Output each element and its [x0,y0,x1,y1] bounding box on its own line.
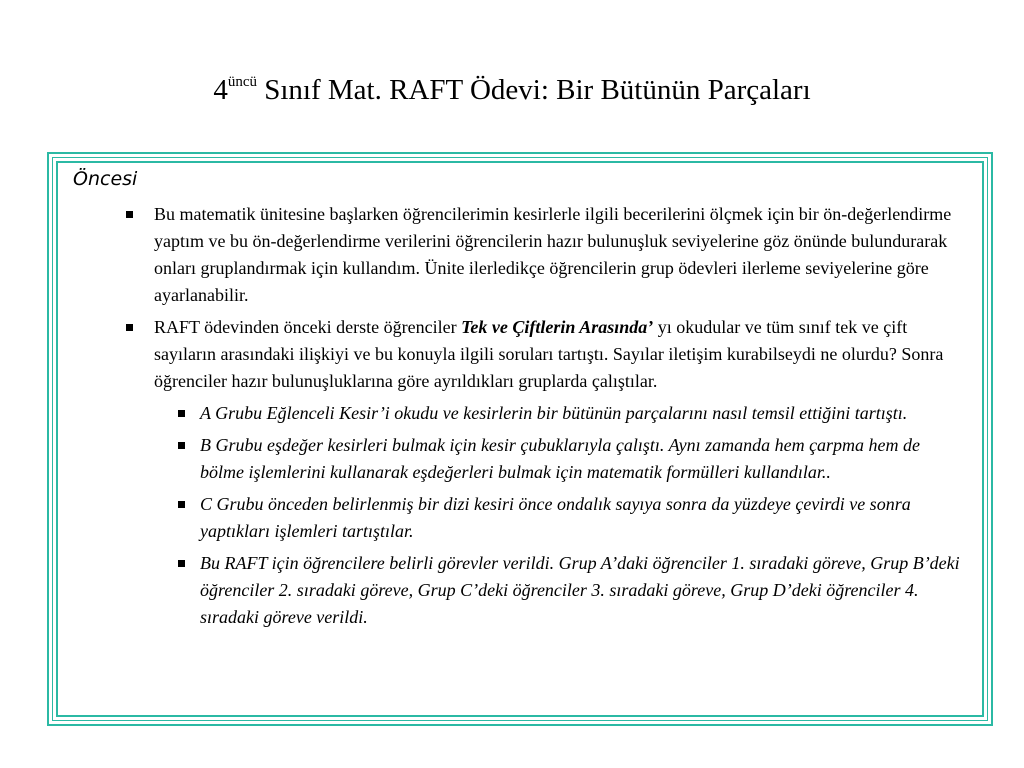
sub-bullet-text: Bu RAFT için öğrencilere belirli görevler verildi. Grup A’daki öğrenciler 1. sıradaki göreve, Grup B’deki öğrenciler 2. sıradaki göreve, Grup C’deki öğrenciler 3. sıradaki göreve, Grup D’deki öğrenciler 4. sıradaki göreve verildi. [200,553,960,627]
sub-bullet-item-group-a [58,400,982,427]
sub-bullet-item-tasks [58,550,982,631]
content-frame [47,152,993,726]
square-bullet-icon [126,324,133,331]
sub-bullet-item-group-c [58,491,982,545]
section-heading: Öncesi [73,168,138,190]
square-bullet-icon [178,442,185,449]
square-bullet-icon [126,211,133,218]
bullet-item-preassessment [58,201,982,309]
square-bullet-icon [178,410,185,417]
sub-bullet-item-group-b [58,432,982,486]
bullet-text-before: RAFT ödevinden önceki derste öğrenciler [154,317,462,337]
bullet-item-raft-lesson [58,314,982,395]
bullet-list [58,201,982,636]
title-prefix: 4 [213,74,228,106]
content-frame-middle-border [52,157,988,721]
book-title: Tek ve Çiftlerin Arasında’ [461,317,654,337]
bullet-text: Bu matematik ünitesine başlarken öğrencilerimin kesirlerle ilgili becerilerini ölçmek için bir ön-değerlendirme yaptım ve bu ön-değerlendirme verilerini öğrencilerin hazır bulunuşluk seviyelerine göz önünde bulundurarak onları gruplandırmak için kullandım. Ünite ilerledikçe öğrencilerin grup ödevleri ilerleme seviyelerine göre ayarlanabilir. [154,204,952,305]
bullet-text-after: yı okudular ve tüm sınıf tek ve çift sayıların arasındaki ilişkiyi ve bu konuyla ilgili soruları tartıştı. Sayılar iletişim kurabilseydi ne olurdu? Sonra öğrenciler hazır bulunuşluklarına göre ayrıldıkları gruplarda çalıştılar. [154,317,944,391]
title-superscript: üncü [227,74,257,90]
title-text: Sınıf Mat. RAFT Ödevi: Bir Bütünün Parçaları [257,74,811,106]
content-frame-inner-border [56,161,984,717]
sub-bullet-text: A Grubu Eğlenceli Kesir’i okudu ve kesirlerin bir bütünün parçalarını nasıl temsil ettiğini tartıştı. [200,403,908,423]
slide-title [0,62,1024,110]
sub-bullet-text: C Grubu önceden belirlenmiş bir dizi kesiri önce ondalık sayıya sonra da yüzdeye çevirdi ve sonra yaptıkları işlemleri tartıştılar. [200,494,911,541]
sub-bullet-text: B Grubu eşdeğer kesirleri bulmak için kesir çubuklarıyla çalıştı. Aynı zamanda hem çarpma hem de bölme işlemlerini kullanarak eşdeğerleri bulmak için matematik formülleri kullandılar.. [200,435,921,482]
square-bullet-icon [178,560,185,567]
square-bullet-icon [178,501,185,508]
